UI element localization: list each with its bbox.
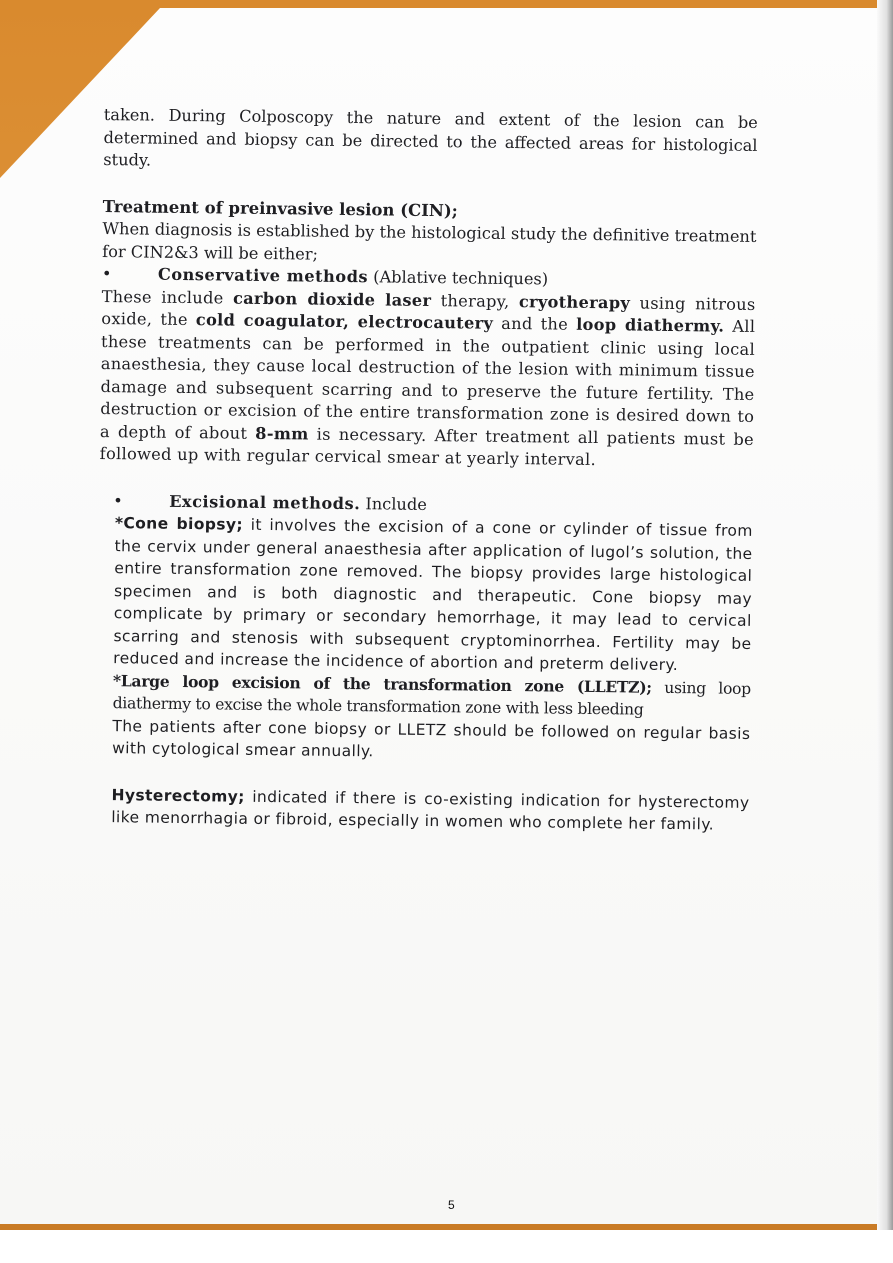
excisional-title: Excisional methods. [169,491,361,513]
text-run: These include [101,286,234,308]
lletz-label: *Large loop excision of the transformation zone (LLETZ); [112,670,652,697]
hysterectomy-text: indicated if there is co-existing indication for hysterectomy like menorrhagia or fibroid, especially in women who complete her family. [111,787,750,834]
text-run: is necessary. After treatment all patients must be followed up with regular cervical smear at yearly interval. [99,424,755,470]
cone-biopsy-paragraph [97,512,753,677]
conservative-title: Conservative methods [157,264,369,287]
page-content [95,104,758,836]
lletz-text: using loop diathermy to excise the whole transformation zone with less bleeding [112,678,752,719]
lletz-paragraph [97,669,752,722]
text-run: using nitrous oxide, the [101,292,756,330]
bullet-icon: • [113,490,123,510]
text-run: All these treatments can be performed in the outpatient clinic using local anaesthesia, they cause local destruction of the lesion with minimum tissue damage and subsequent scarring and to preserve the future fertility. The destruction or excision of the entire transformation zone is desired down to a depth of about [99,316,756,443]
hysterectomy-label: Hysterectomy; [111,785,245,806]
bullet-icon: • [101,263,112,284]
section-heading: Treatment of preinvasive lesion (CIN); [102,196,458,220]
followup-paragraph: The patients after cone biopsy or LLETZ should be followed on regular basis with cytological smear annually. [112,716,751,761]
term-cold-coagulator: cold coagulator, electrocautery [195,310,494,333]
text-run: and the [493,313,577,334]
term-loop-diathermy: loop diathermy. [576,314,725,336]
page-edge-shadow [877,0,893,1230]
text-run: therapy, [431,290,520,311]
conservative-subtitle: (Ablative techniques) [373,267,549,289]
term-carbon-dioxide-laser: carbon dioxide laser [232,288,432,310]
cone-biopsy-text: it involves the excision of a cone or cylinder of tissue from the cervix under general anaesthesia after application of lugol’s solution, the entire transformation zone removed. The biopsy provides large histological specimen and is both diagnostic and therapeutic. Cone biopsy may complicate by primary or secondary hemorrhage, it may lead to cervical scarring and stenosis with subsequent cryptominorrhea. Fertility may be reduced and increase the incidence of abortion and preterm delivery. [113,515,753,675]
conservative-paragraph [100,285,756,473]
page-number: 5 [448,1198,455,1212]
term-cryotherapy: cryotherapy [518,291,631,312]
intro-paragraph: taken. During Colposcopy the nature and extent of the lesion can be determined and biopsy can be directed to the affected areas for histological study. [103,104,758,170]
cone-biopsy-label: *Cone biopsy; [114,514,244,534]
term-depth: 8-mm [255,423,309,444]
treatment-intro: When diagnosis is established by the histological study the definitive treatment for CIN2&3 will be either; [102,218,757,264]
excisional-subtitle: Include [365,493,427,514]
hysterectomy-paragraph [95,783,750,836]
